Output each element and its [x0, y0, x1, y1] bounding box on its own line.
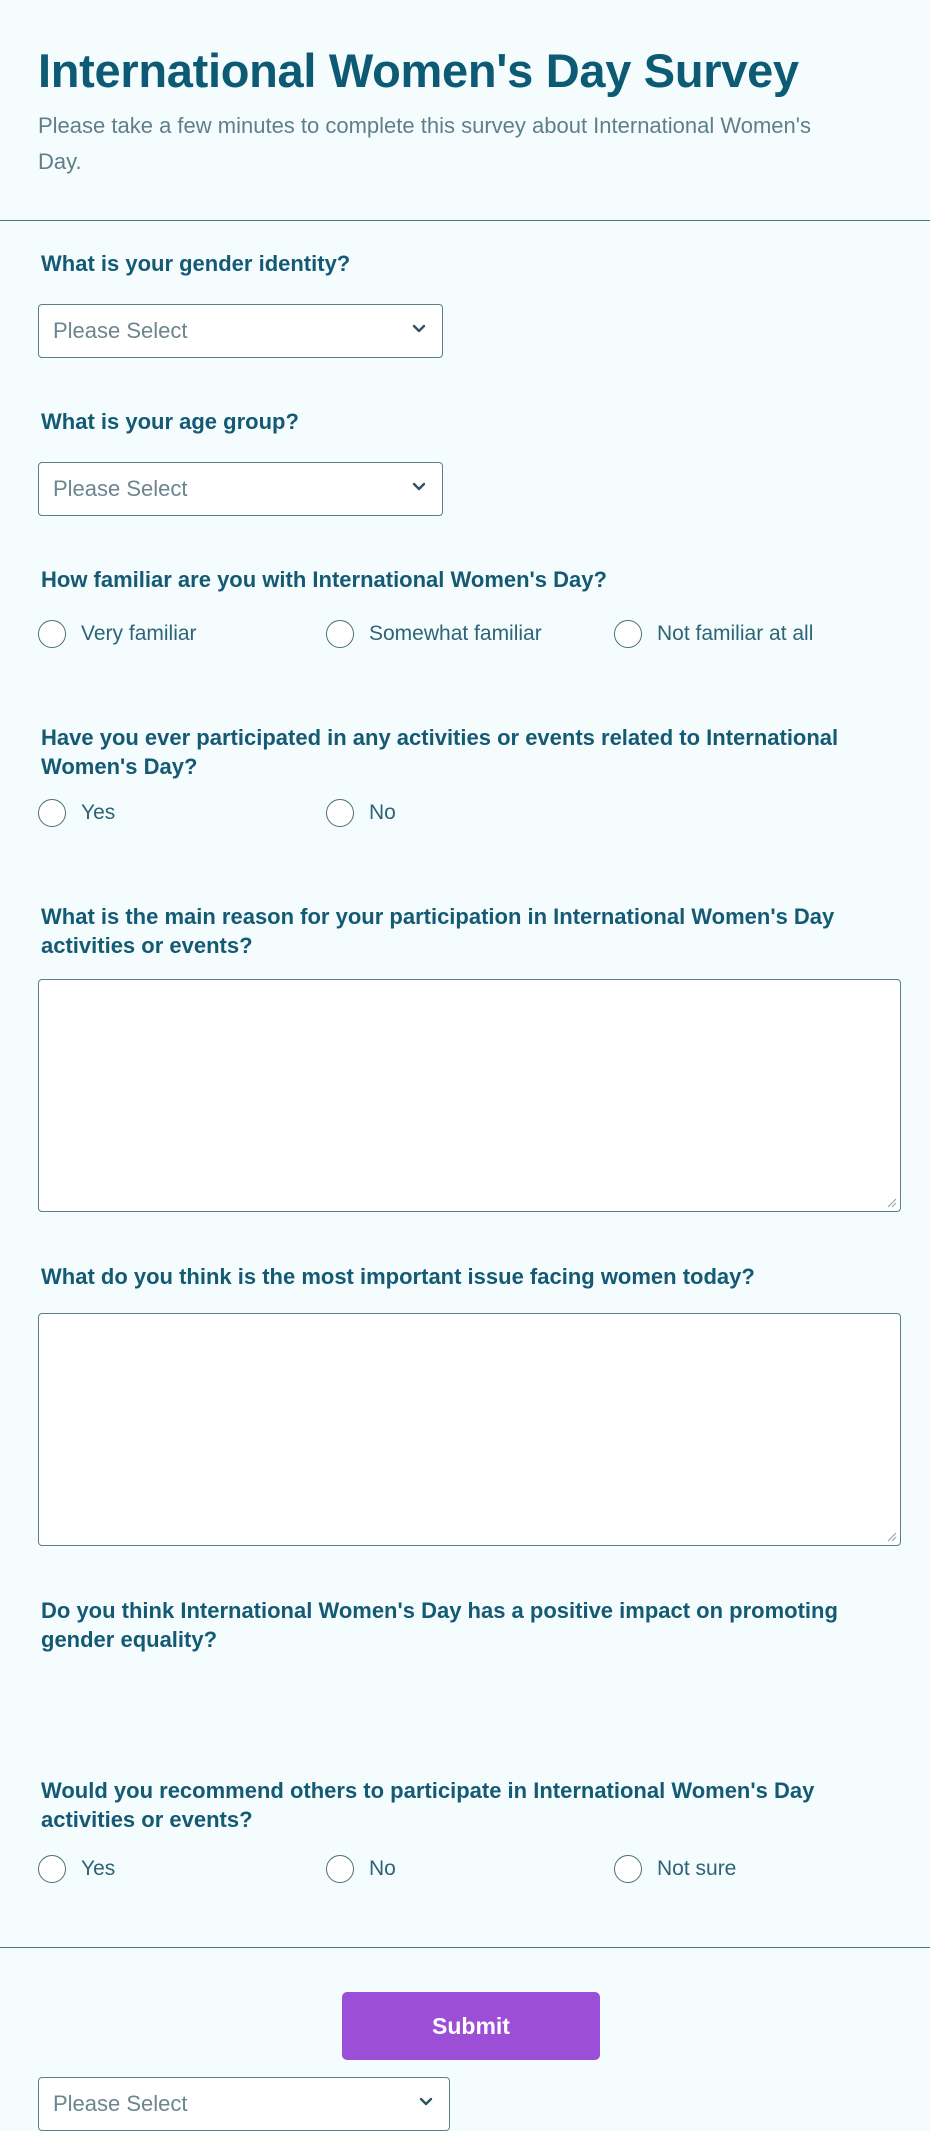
gender-select-value: Please Select [53, 318, 188, 343]
reason-textarea[interactable] [38, 979, 901, 1212]
radio-label: Somewhat familiar [369, 622, 542, 645]
radio-button[interactable] [38, 620, 66, 648]
chevron-down-icon [410, 478, 428, 496]
gender-question-label: What is your gender identity? [41, 251, 351, 276]
resize-handle-icon[interactable] [885, 1530, 897, 1542]
participated-radio-group [38, 799, 898, 829]
age-select[interactable] [38, 462, 443, 516]
radio-label: Very familiar [81, 622, 197, 645]
radio-label: No [369, 801, 396, 824]
radio-button[interactable] [326, 799, 354, 827]
page-subtitle: Please take a few minutes to complete this survey about International Women's Day. [38, 113, 811, 174]
recommend-select-value: Please Select [53, 2091, 188, 2116]
survey-header [0, 0, 930, 221]
radio-button[interactable] [326, 1855, 354, 1883]
recommend-question-label: Would you recommend others to participate in International Women's Day activities or events? [41, 1778, 815, 1832]
familiarity-question-label: How familiar are you with International Women's Day? [41, 567, 607, 592]
reason-question-label: What is the main reason for your participation in International Women's Day activities or events? [41, 904, 835, 958]
radio-label: Not familiar at all [657, 622, 814, 645]
radio-label: Yes [81, 1857, 116, 1880]
radio-label: No [369, 1857, 396, 1880]
radio-button[interactable] [38, 1855, 66, 1883]
page-title: International Women's Day Survey [38, 44, 799, 97]
age-select-value: Please Select [53, 476, 188, 501]
issue-question-label: What do you think is the most important issue facing women today? [41, 1264, 755, 1289]
gender-select[interactable] [38, 304, 443, 358]
participated-question-label: Have you ever participated in any activities or events related to International Women's Day? [41, 725, 839, 779]
impact-question-label: Do you think International Women's Day has a positive impact on promoting gender equality? [41, 1598, 838, 1652]
familiarity-radio-group [38, 620, 898, 650]
impact-radio-group [38, 1855, 898, 1885]
form-footer [0, 1947, 930, 2105]
resize-handle-icon[interactable] [885, 1196, 897, 1208]
radio-button[interactable] [614, 1855, 642, 1883]
radio-label: Not sure [657, 1857, 737, 1880]
submit-button[interactable]: Submit [342, 1992, 600, 2060]
radio-button[interactable] [38, 799, 66, 827]
issue-textarea[interactable] [38, 1313, 901, 1546]
radio-button[interactable] [614, 620, 642, 648]
radio-label: Yes [81, 801, 116, 824]
chevron-down-icon [410, 320, 428, 338]
age-question-label: What is your age group? [41, 409, 299, 434]
radio-button[interactable] [326, 620, 354, 648]
